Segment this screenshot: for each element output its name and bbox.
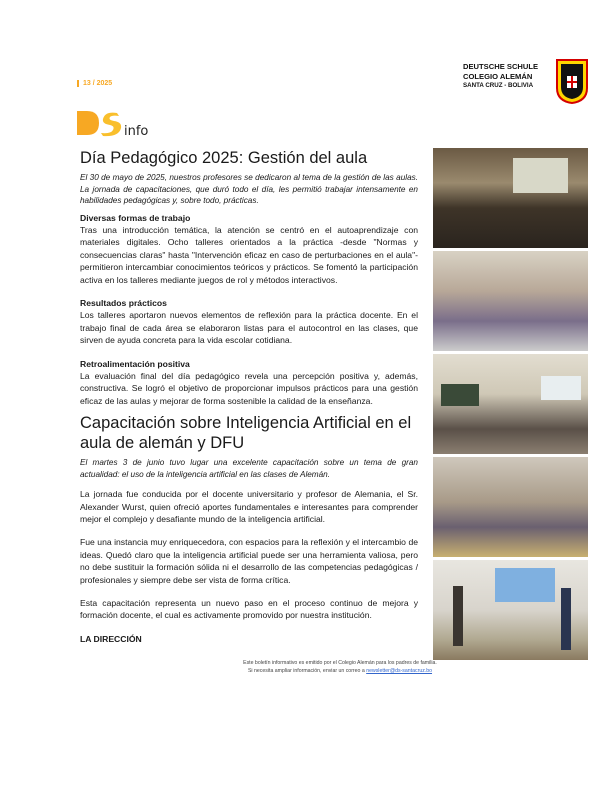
- section-text: Tras una introducción temática, la atención se centró en el autoaprendizaje con materiales digitales. Ocho talleres orientados a la práctica -desde "Normas y consecuencias claras" hasta "Intervención eficaz en caso de perturbaciones en el aula"- permitieron intercambiar conocimientos teóricos y prácticos. Se fomentó la participación activa en los talleres mediante juegos de rol y métodos interactivos.: [80, 224, 418, 285]
- section-heading: Retroalimentación positiva: [80, 358, 190, 369]
- paragraph: La jornada fue conducida por el docente universitario y profesor de Alemania, el Sr. Alexander Wurst, quien ofreció aportes fundamentales e interesantes para comprender mejor el complejo y desafiante mundo de la inteligencia artificial.: [80, 489, 418, 524]
- photo-group-circle: [433, 457, 588, 557]
- footer-text: Este boletín informativo es emitido por el Colegio Alemán para los padres de familia.: [243, 660, 437, 667]
- school-name: [463, 62, 538, 91]
- main-column: [80, 148, 437, 675]
- school-line: DEUTSCHE SCHULE: [463, 62, 539, 71]
- photo-classroom: [433, 354, 588, 454]
- article-lead: El martes 3 de junio tuvo lugar una excelente capacitación sobre un tema de gran actualidad: el uso de la inteligencia artificial en las clases de Alemán.: [80, 458, 418, 479]
- footer-text: Si necesita ampliar información, enviar un correo a: [247, 668, 367, 675]
- school-line: SANTA CRUZ - BOLIVIA: [463, 82, 534, 89]
- paragraph: Fue una instancia muy enriquecedora, con espacios para la reflexión y el intercambio de ideas. Quedó claro que la inteligencia artificial puede ser una herramienta valiosa, pero no debe sustituir la formación sólida ni el desarrollo de las competencias pedagógicas / profesionales y siempre debe ser vista de forma crítica.: [80, 537, 418, 585]
- paragraph: Esta capacitación representa un nuevo paso en el proceso continuo de mejora y formación docente, el cual es activamente promovido por nuestra institución.: [80, 598, 418, 621]
- svg-text:info: info: [124, 124, 149, 137]
- article-title: Día Pedagógico 2025: Gestión del aula: [80, 149, 368, 167]
- photo-ai-training: [433, 560, 588, 660]
- issue-number: 13 / 2025: [77, 80, 112, 87]
- section-text: Los talleres aportaron nuevos elementos de reflexión para la práctica docente. En el trabajo final de cada área se elaboraron listas para el autocontrol en las clases, que sirven de ayuda concreta para la vida escolar cotidiana.: [80, 310, 418, 346]
- article-lead: El 30 de mayo de 2025, nuestros profesores se dedicaron al tema de la gestión de las aulas. La jornada de capacitaciones, que duró todo el día, les permitió trabajar intensamente en habilidades pedagógicas y, sobre todo, prácticas.: [80, 173, 418, 205]
- signature: LA DIRECCIÓN: [80, 633, 142, 644]
- school-line: COLEGIO ALEMÁN: [463, 71, 533, 81]
- article-title: Capacitación sobre Inteligencia Artificial en el aula de alemán y DFU: [80, 414, 412, 453]
- section-heading: Resultados prácticos: [80, 297, 167, 308]
- newsletter-email-link[interactable]: newsletter@ds-santacruz.bo: [366, 668, 433, 675]
- photo-workshop-table: [433, 251, 588, 351]
- ds-info-logo: [77, 109, 157, 137]
- photo-column: [433, 148, 588, 663]
- section-text: La evaluación final del día pedagógico revela una percepción positiva y, además, constructiva. Se logró el objetivo de proporcionar impulsos prácticos para una gestión eficaz de las aulas y mejorar de forma sostenible la calidad de la enseñanza.: [80, 370, 418, 406]
- school-crest-logo: [555, 58, 589, 105]
- photo-presentation-room: [433, 148, 588, 248]
- section-heading: Diversas formas de trabajo: [80, 212, 191, 223]
